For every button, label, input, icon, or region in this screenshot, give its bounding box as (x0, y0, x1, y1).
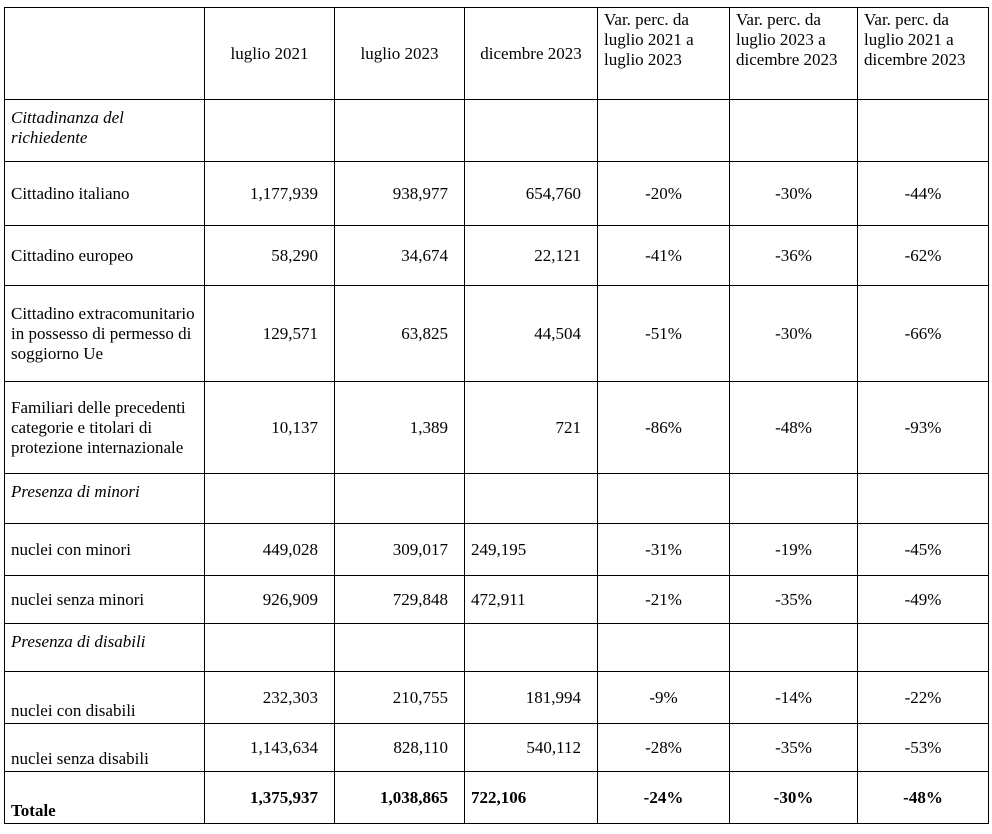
cell: -20% (598, 162, 730, 226)
cell: 540,112 (465, 724, 598, 772)
table-row (5, 286, 989, 382)
empty-cell (335, 474, 465, 524)
cell: -30% (730, 772, 858, 824)
col-header: Var. perc. da luglio 2021 a dicembre 2023 (858, 8, 989, 100)
section-row (5, 100, 989, 162)
cell: 1,038,865 (335, 772, 465, 824)
cell: 210,755 (335, 672, 465, 724)
cell: -48% (858, 772, 989, 824)
cell: -36% (730, 226, 858, 286)
cell: 926,909 (205, 576, 335, 624)
cell: 44,504 (465, 286, 598, 382)
row-label: Familiari delle precedenti categorie e titolari di protezione internazionale (5, 382, 205, 474)
cell: -14% (730, 672, 858, 724)
table-row (5, 524, 989, 576)
row-label: nuclei senza minori (5, 576, 205, 624)
section-label: Cittadinanza del richiedente (5, 100, 205, 162)
cell: -35% (730, 576, 858, 624)
row-label: nuclei con disabili (5, 672, 205, 724)
cell: 181,994 (465, 672, 598, 724)
cell: 938,977 (335, 162, 465, 226)
table-row (5, 226, 989, 286)
section-row (5, 624, 989, 672)
cell: -30% (730, 162, 858, 226)
empty-cell (205, 474, 335, 524)
cell: 129,571 (205, 286, 335, 382)
empty-cell (730, 100, 858, 162)
row-label: Totale (5, 772, 205, 824)
table-row (5, 576, 989, 624)
empty-cell (598, 624, 730, 672)
cell: 10,137 (205, 382, 335, 474)
table-row (5, 724, 989, 772)
table-row (5, 672, 989, 724)
section-label: Presenza di minori (5, 474, 205, 524)
cell: 729,848 (335, 576, 465, 624)
empty-cell (205, 624, 335, 672)
cell: -86% (598, 382, 730, 474)
cell: -51% (598, 286, 730, 382)
cell: -28% (598, 724, 730, 772)
cell: 1,375,937 (205, 772, 335, 824)
cell: -66% (858, 286, 989, 382)
empty-cell (858, 624, 989, 672)
row-label: Cittadino europeo (5, 226, 205, 286)
empty-cell (465, 624, 598, 672)
cell: 722,106 (465, 772, 598, 824)
empty-cell (598, 100, 730, 162)
empty-cell (335, 624, 465, 672)
table-row (5, 382, 989, 474)
cell: 249,195 (465, 524, 598, 576)
cell: -49% (858, 576, 989, 624)
cell: -45% (858, 524, 989, 576)
data-table (4, 7, 989, 824)
cell: 22,121 (465, 226, 598, 286)
cell: 1,177,939 (205, 162, 335, 226)
empty-cell (598, 474, 730, 524)
header-row (5, 8, 989, 100)
cell: -35% (730, 724, 858, 772)
cell: -19% (730, 524, 858, 576)
cell: -9% (598, 672, 730, 724)
cell: 472,911 (465, 576, 598, 624)
cell: 1,389 (335, 382, 465, 474)
cell: 232,303 (205, 672, 335, 724)
empty-cell (465, 474, 598, 524)
row-label: Cittadino extracomunitario in possesso di permesso di soggiorno Ue (5, 286, 205, 382)
header-empty (5, 8, 205, 100)
cell: -48% (730, 382, 858, 474)
section-row (5, 474, 989, 524)
empty-cell (205, 100, 335, 162)
col-header: Var. perc. da luglio 2021 a luglio 2023 (598, 8, 730, 100)
cell: 1,143,634 (205, 724, 335, 772)
cell: 721 (465, 382, 598, 474)
cell: 828,110 (335, 724, 465, 772)
col-header: luglio 2023 (335, 8, 465, 100)
cell: 654,760 (465, 162, 598, 226)
cell: -62% (858, 226, 989, 286)
cell: -21% (598, 576, 730, 624)
cell: -22% (858, 672, 989, 724)
empty-cell (858, 474, 989, 524)
row-label: nuclei senza disabili (5, 724, 205, 772)
section-label: Presenza di disabili (5, 624, 205, 672)
cell: -24% (598, 772, 730, 824)
cell: 34,674 (335, 226, 465, 286)
table-row (5, 162, 989, 226)
cell: -44% (858, 162, 989, 226)
cell: -41% (598, 226, 730, 286)
col-header: luglio 2021 (205, 8, 335, 100)
col-header: dicembre 2023 (465, 8, 598, 100)
cell: -30% (730, 286, 858, 382)
empty-cell (730, 474, 858, 524)
row-label: Cittadino italiano (5, 162, 205, 226)
empty-cell (335, 100, 465, 162)
empty-cell (465, 100, 598, 162)
cell: 58,290 (205, 226, 335, 286)
row-label: nuclei con minori (5, 524, 205, 576)
col-header: Var. perc. da luglio 2023 a dicembre 2023 (730, 8, 858, 100)
cell: -31% (598, 524, 730, 576)
total-row (5, 772, 989, 824)
cell: 63,825 (335, 286, 465, 382)
cell: -53% (858, 724, 989, 772)
cell: 449,028 (205, 524, 335, 576)
empty-cell (730, 624, 858, 672)
cell: 309,017 (335, 524, 465, 576)
cell: -93% (858, 382, 989, 474)
empty-cell (858, 100, 989, 162)
